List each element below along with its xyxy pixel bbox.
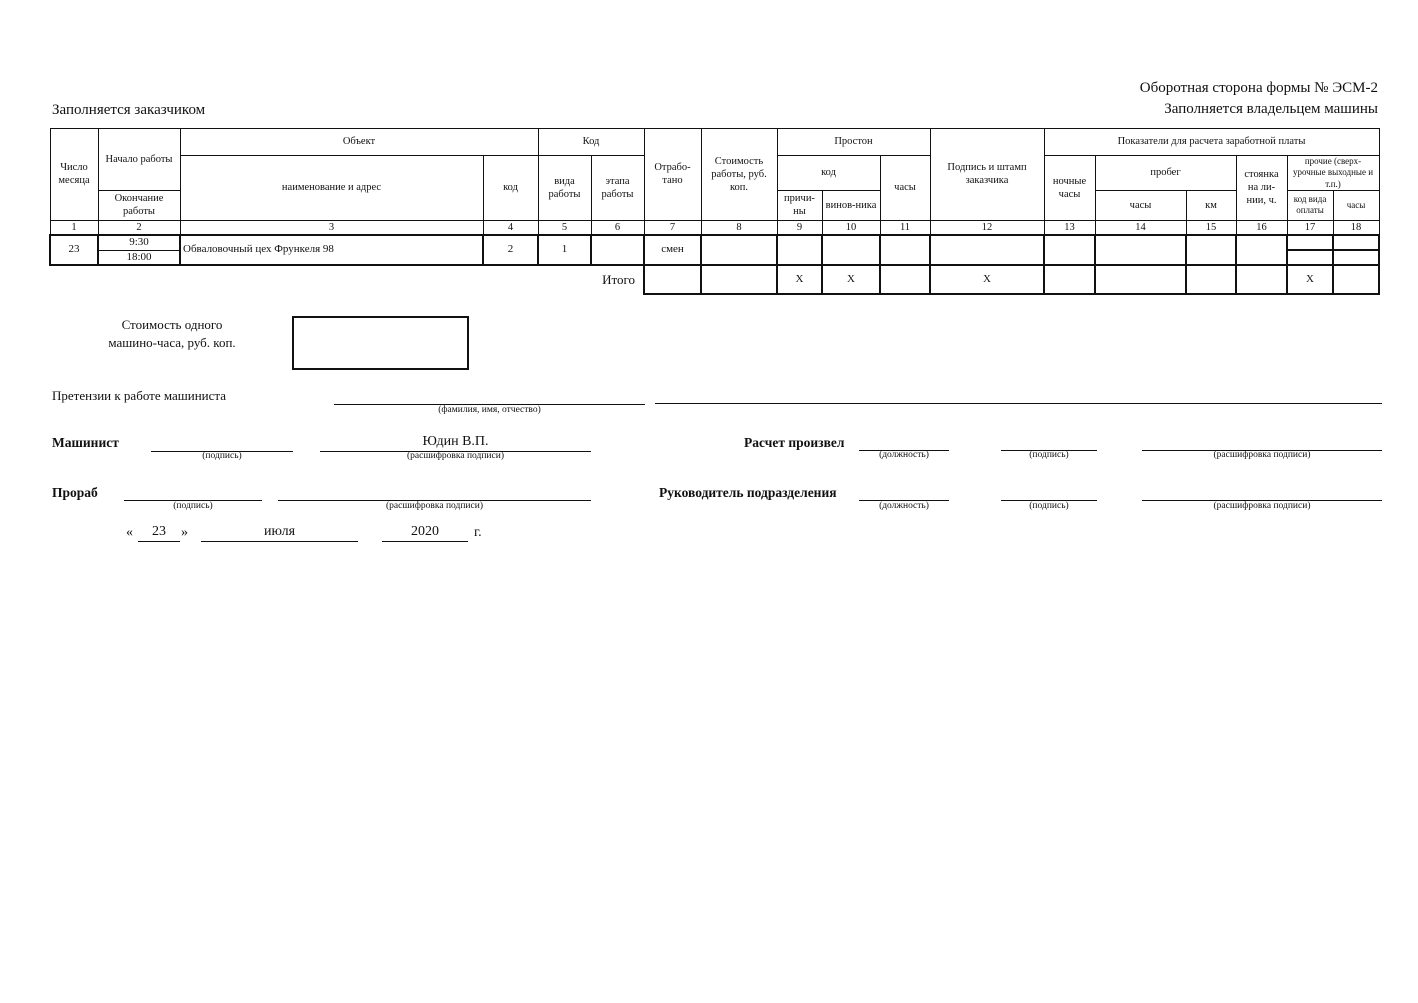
total-night[interactable] — [1044, 265, 1095, 294]
row-end[interactable]: 18:00 — [98, 250, 180, 265]
col-num: 16 — [1236, 220, 1287, 235]
foreman-cap-decode: (расшифровка подписи) — [386, 501, 483, 511]
claims-text-line[interactable] — [655, 403, 1382, 404]
calc-cap-position: (должность) — [879, 450, 929, 460]
h-start: Начало работы — [98, 129, 180, 191]
head-cap-position: (должность) — [879, 501, 929, 511]
col-num: 3 — [180, 220, 483, 235]
date-month[interactable]: июля — [263, 524, 296, 539]
h-code: код — [483, 156, 538, 221]
date-day-line — [138, 541, 180, 542]
total-cost[interactable] — [701, 265, 777, 294]
col-num: 8 — [701, 220, 777, 235]
date-day[interactable]: 23 — [152, 524, 166, 539]
col-num: 13 — [1044, 220, 1095, 235]
row-work-stage[interactable] — [591, 235, 644, 266]
calc-label: Расчет произвел — [744, 435, 845, 450]
col-num: 6 — [591, 220, 644, 235]
date-year-line — [382, 541, 468, 542]
row-object[interactable]: Обваловочный цех Фрункеля 98 — [180, 235, 483, 266]
h-other: прочие (сверх-урочные выходные и т.п.) — [1287, 156, 1379, 191]
col-num: 5 — [538, 220, 591, 235]
total-pay-code-x: X — [1287, 265, 1333, 294]
claims-label: Претензии к работе машиниста — [52, 388, 227, 403]
head-cap-decode: (расшифровка подписи) — [1213, 501, 1311, 511]
head-cap-sign: (подпись) — [1029, 501, 1069, 511]
h-kod: Код — [538, 129, 644, 156]
h-dt-culprit: винов-ника — [822, 190, 880, 220]
form-title: Оборотная сторона формы № ЭСМ-2 — [1139, 80, 1378, 96]
column-numbers-row — [50, 220, 1379, 235]
total-mileage-hours[interactable] — [1095, 265, 1186, 294]
h-end: Окончание работы — [98, 190, 180, 220]
col-num: 7 — [644, 220, 701, 235]
total-other-hours[interactable] — [1333, 265, 1379, 294]
foreman-label: Прораб — [52, 485, 98, 500]
filled-by-owner: Заполняется владельцем машины — [1164, 101, 1378, 117]
row-parking[interactable] — [1236, 235, 1287, 266]
h-downtime: Простон — [777, 129, 930, 156]
date-open-quote: « — [126, 525, 133, 540]
col-num: 18 — [1333, 220, 1379, 235]
calc-cap-decode: (расшифровка подписи) — [1213, 450, 1311, 460]
h-dt-code: код — [777, 156, 880, 191]
row-code[interactable]: 2 — [483, 235, 538, 266]
row-other-hours-2[interactable] — [1333, 250, 1379, 265]
foreman-cap-sign: (подпись) — [173, 501, 213, 511]
h-parking: стоянка на ли-нии, ч. — [1236, 156, 1287, 221]
col-num: 15 — [1186, 220, 1236, 235]
h-mileage: пробег — [1095, 156, 1236, 191]
total-parking[interactable] — [1236, 265, 1287, 294]
esm2-table — [49, 128, 1380, 295]
total-worked[interactable] — [644, 265, 701, 294]
total-row — [50, 265, 1379, 294]
row-cost[interactable] — [701, 235, 777, 266]
row-start[interactable]: 9:30 — [98, 235, 180, 250]
date-year[interactable]: 2020 — [411, 524, 439, 539]
h-signature: Подпись и штамп заказчика — [930, 129, 1044, 221]
operator-name: Юдин В.П. — [422, 434, 489, 449]
operator-label: Машинист — [52, 435, 119, 450]
date-suffix: г. — [474, 525, 482, 540]
h-pay-code: код вида оплаты — [1287, 190, 1333, 220]
row-dt-culprit[interactable] — [822, 235, 880, 266]
cap-fio: (фамилия, имя, отчество) — [438, 405, 541, 415]
filled-by-customer: Заполняется заказчиком — [52, 102, 206, 118]
row-work-type[interactable]: 1 — [538, 235, 591, 266]
h-object: Объект — [180, 129, 538, 156]
operator-cap-decode: (расшифровка подписи) — [407, 451, 504, 461]
date-month-line — [201, 541, 358, 542]
col-num: 10 — [822, 220, 880, 235]
date-close-quote: » — [181, 525, 188, 540]
h-mileage-hours: часы — [1095, 190, 1186, 220]
row-worked[interactable]: смен — [644, 235, 701, 266]
h-dt-hours: часы — [880, 156, 930, 221]
h-dt-reason: причи-ны — [777, 190, 822, 220]
calc-cap-sign: (подпись) — [1029, 450, 1069, 460]
head-label: Руководитель подразделения — [659, 485, 837, 500]
total-dt-hours[interactable] — [880, 265, 930, 294]
row-night[interactable] — [1044, 235, 1095, 266]
h-work-type: вида работы — [538, 156, 591, 221]
cost-per-hour-box[interactable] — [292, 316, 469, 370]
row-pay-code[interactable] — [1287, 235, 1333, 250]
col-num: 1 — [50, 220, 98, 235]
col-num: 4 — [483, 220, 538, 235]
col-num: 9 — [777, 220, 822, 235]
table-row — [50, 235, 1379, 250]
row-signature[interactable] — [930, 235, 1044, 266]
h-other-hours: часы — [1333, 190, 1379, 220]
operator-cap-sign: (подпись) — [202, 451, 242, 461]
row-pay-code-2[interactable] — [1287, 250, 1333, 265]
row-day[interactable]: 23 — [50, 235, 98, 266]
total-signature-x: X — [930, 265, 1044, 294]
col-num: 2 — [98, 220, 180, 235]
row-mileage-km[interactable] — [1186, 235, 1236, 266]
total-label: Итого — [602, 272, 635, 288]
h-salary: Показатели для расчета заработной платы — [1044, 129, 1379, 156]
cost-per-hour-label: Стоимость одного машино-часа, руб. коп. — [108, 317, 236, 351]
h-work-stage: этапа работы — [591, 156, 644, 221]
total-dt-culprit-x: X — [822, 265, 880, 294]
total-mileage-km[interactable] — [1186, 265, 1236, 294]
col-num: 11 — [880, 220, 930, 235]
h-mileage-km: км — [1186, 190, 1236, 220]
h-cost: Стоимость работы, руб. коп. — [701, 129, 777, 221]
total-dt-reason-x: X — [777, 265, 822, 294]
h-day: Число месяца — [50, 129, 98, 221]
h-name-address: наименование и адрес — [180, 156, 483, 221]
row-dt-reason[interactable] — [777, 235, 822, 266]
h-worked: Отрабо-тано — [644, 129, 701, 221]
row-mileage-hours[interactable] — [1095, 235, 1186, 266]
col-num: 17 — [1287, 220, 1333, 235]
row-other-hours[interactable] — [1333, 235, 1379, 250]
h-night: ночные часы — [1044, 156, 1095, 221]
col-num: 14 — [1095, 220, 1186, 235]
col-num: 12 — [930, 220, 1044, 235]
row-dt-hours[interactable] — [880, 235, 930, 266]
